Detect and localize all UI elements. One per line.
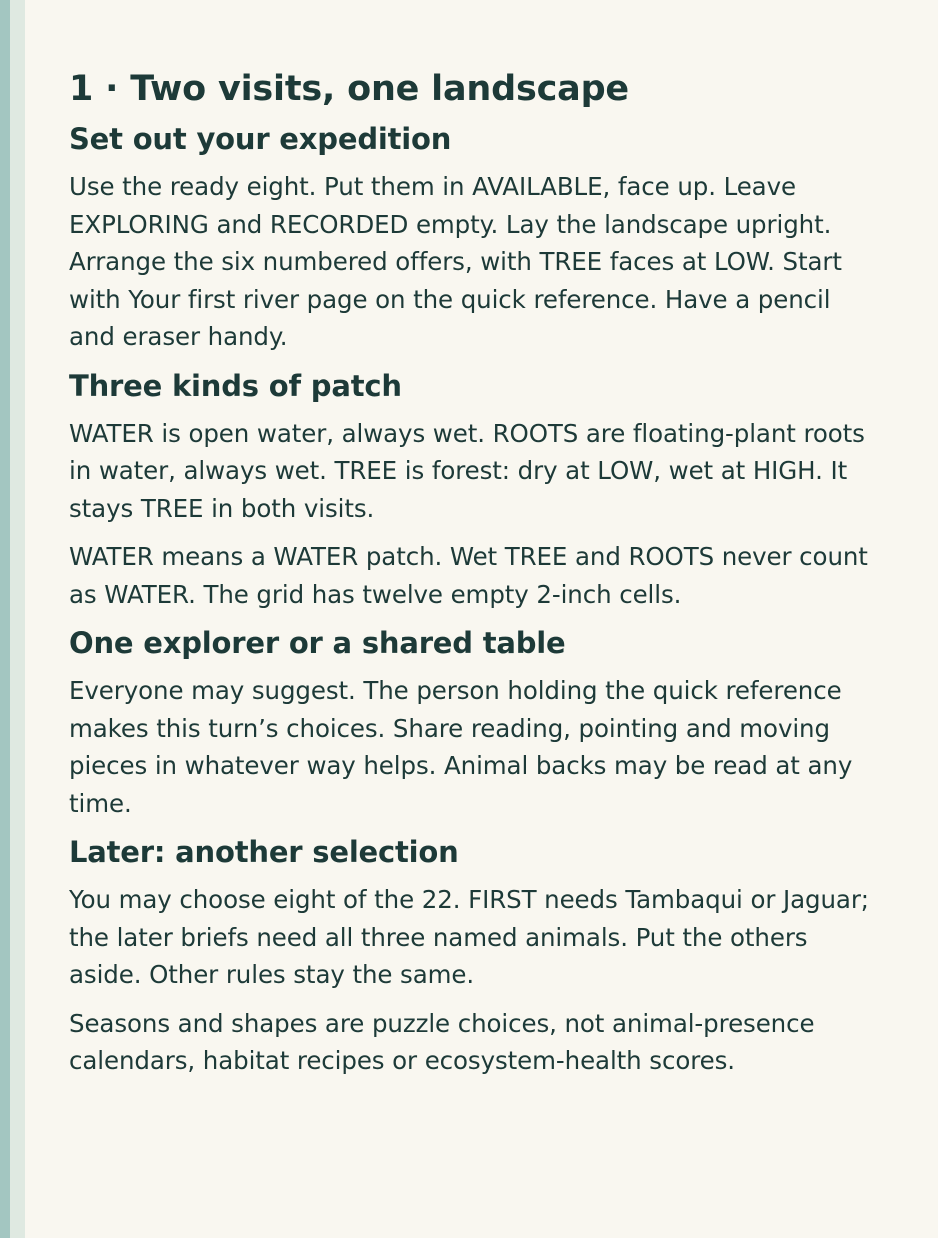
section-heading: One explorer or a shared table [69, 626, 566, 660]
section-heading: Set out your expedition [69, 122, 452, 156]
rules-page [69, 66, 879, 1091]
section-paragraph: WATER is open water, always wet. ROOTS are floating-plant roots in water, always wet. TREE is forest: dry at LOW, wet at HIGH. It stays TREE in both visits. [69, 418, 865, 523]
section-patch-kinds [69, 367, 879, 614]
section-paragraph: Use the ready eight. Put them in AVAILABLE, face up. Leave EXPLORING and RECORDED empty. Lay the landscape upright. Arrange the six numbered offers, with TREE faces at LOW. Start with Your first river page on the quick reference. Have a pencil and eraser handy. [69, 172, 842, 351]
section-paragraph: Everyone may suggest. The person holding the quick reference makes this turn’s choices. Share reading, pointing and moving pieces in whatever way helps. Animal backs may be read at any time. [69, 676, 853, 818]
section-paragraph: WATER means a WATER patch. Wet TREE and ROOTS never count as WATER. The grid has twelve empty 2-inch cells. [69, 542, 868, 609]
section-paragraph: You may choose eight of the 22. FIRST needs Tambaqui or Jaguar; the later briefs need all three named animals. Put the others aside. Other rules stay the same. [69, 885, 869, 989]
page-title: 1 · Two visits, one landscape [69, 69, 629, 109]
section-heading: Later: another selection [69, 835, 459, 869]
section-heading: Three kinds of patch [69, 368, 402, 403]
section-another-selection [69, 833, 879, 1080]
section-set-out [69, 120, 879, 356]
page-edge-stripe-dark [0, 0, 10, 1238]
page-edge-stripe-light [10, 0, 25, 1238]
section-paragraph: Seasons and shapes are puzzle choices, not animal-presence calendars, habitat recipes or ecosystem-health scores. [69, 1008, 815, 1075]
section-shared-table [69, 624, 879, 822]
